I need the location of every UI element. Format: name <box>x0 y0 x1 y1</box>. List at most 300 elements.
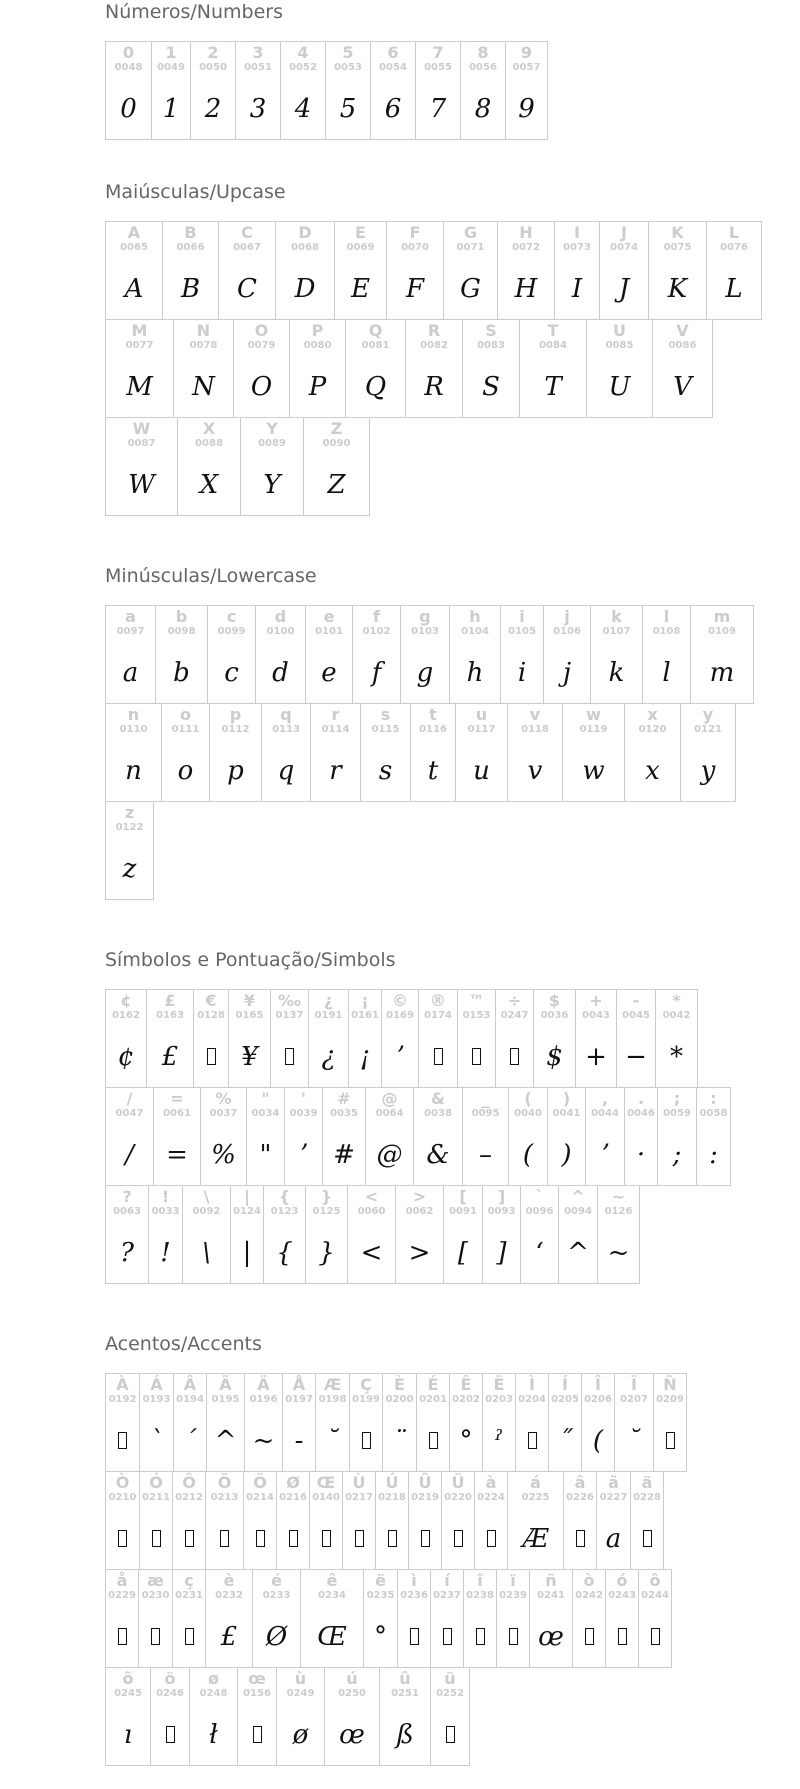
character-label: î <box>477 1571 483 1590</box>
character-code: 0043 <box>582 1010 610 1021</box>
character-code: 0056 <box>469 62 497 73</box>
glyph-sample: S <box>482 371 500 402</box>
glyph-sample: - <box>294 1425 304 1456</box>
character-label: é <box>271 1571 282 1590</box>
character-label: x <box>647 705 658 724</box>
missing-glyph-icon <box>118 1602 127 1667</box>
glyph-cell <box>236 41 281 140</box>
character-label: } <box>320 1187 333 1206</box>
character-label: ô <box>649 1571 661 1590</box>
glyph-sample: ˘ <box>627 1425 641 1456</box>
glyph-cell <box>498 221 555 320</box>
character-code: 0105 <box>508 626 536 637</box>
glyph-sample: * <box>670 1041 683 1072</box>
character-code: 0083 <box>477 340 505 351</box>
character-code: 0250 <box>338 1688 366 1699</box>
glyph-row <box>105 221 762 320</box>
character-code: 0060 <box>357 1206 386 1217</box>
glyph-sample: ] <box>496 1237 507 1268</box>
character-label: ¡ <box>361 991 369 1010</box>
glyph-cell <box>335 221 387 320</box>
glyph-sample: 8 <box>474 93 492 124</box>
character-label: Ù <box>352 1473 366 1492</box>
glyph-sample: · <box>636 1139 646 1170</box>
character-code: 0096 <box>525 1206 554 1217</box>
section-title: Minúsculas/Lowercase <box>105 565 317 587</box>
character-label: # <box>337 1089 351 1108</box>
glyph-sample: W <box>128 469 155 500</box>
glyph-sample: ¥ <box>241 1041 258 1072</box>
character-label: ( <box>524 1089 532 1108</box>
glyph-cell <box>586 1087 625 1186</box>
character-code: 0100 <box>266 626 295 637</box>
character-code: 0041 <box>552 1108 581 1119</box>
character-label: Ö <box>253 1473 267 1492</box>
character-label: ä <box>641 1473 653 1492</box>
glyph-sample: s <box>378 755 393 786</box>
character-label: R <box>427 321 441 340</box>
character-code: 0038 <box>424 1108 452 1119</box>
missing-glyph-icon <box>666 1406 675 1471</box>
glyph-cell <box>582 1373 615 1472</box>
character-code: 0107 <box>602 626 631 637</box>
glyph-cell <box>444 1185 483 1284</box>
character-code: 0194 <box>176 1394 204 1405</box>
glyph-cell <box>458 989 496 1088</box>
missing-glyph-icon <box>388 1504 397 1569</box>
character-label: K <box>671 223 684 242</box>
character-code: 0199 <box>352 1394 380 1405</box>
character-code: 0247 <box>500 1010 529 1021</box>
glyph-cell <box>173 1569 206 1668</box>
section-title: Acentos/Accents <box>105 1333 262 1355</box>
character-code: 0206 <box>584 1394 612 1405</box>
glyph-cell <box>417 1373 450 1472</box>
glyph-cell <box>271 989 309 1088</box>
glyph-sample: y <box>700 755 716 786</box>
glyph-sample: 1 <box>162 93 180 124</box>
glyph-cell <box>310 1471 343 1570</box>
glyph-cell <box>625 1087 658 1186</box>
character-label: Í <box>562 1375 568 1394</box>
glyph-cell <box>219 221 276 320</box>
character-code: 0232 <box>215 1590 243 1601</box>
character-label: À <box>116 1375 129 1394</box>
missing-glyph-icon <box>322 1504 331 1569</box>
character-code: 0058 <box>699 1108 728 1119</box>
glyph-sample: ( <box>592 1425 604 1456</box>
glyph-cell <box>151 1667 190 1766</box>
glyph-cell <box>563 703 625 802</box>
character-label: Ü <box>451 1473 465 1492</box>
character-label: Ñ <box>663 1375 677 1394</box>
glyph-sample: B <box>180 273 201 304</box>
character-code: 0064 <box>375 1108 404 1119</box>
glyph-cell <box>152 41 191 140</box>
character-code: 0036 <box>540 1010 569 1021</box>
character-label: ï <box>510 1571 516 1590</box>
glyph-cell <box>207 1373 245 1472</box>
character-label: D <box>298 223 312 242</box>
missing-glyph-icon <box>643 1504 652 1569</box>
character-code: 0045 <box>622 1010 650 1021</box>
character-code: 0200 <box>385 1394 414 1405</box>
character-code: 0081 <box>361 340 390 351</box>
glyph-cell <box>516 1373 549 1472</box>
glyph-cell <box>371 41 416 140</box>
glyph-sample: 2 <box>204 93 222 124</box>
character-label: O <box>254 321 269 340</box>
character-label: h <box>469 607 481 626</box>
glyph-cell <box>201 1087 247 1186</box>
character-label: ì <box>411 1571 417 1590</box>
glyph-sample: £ <box>220 1621 238 1652</box>
glyph-cell <box>229 989 271 1088</box>
section-lowercase <box>105 564 736 884</box>
glyph-cell <box>106 1667 151 1766</box>
character-label: $ <box>548 991 561 1010</box>
glyph-cell <box>154 1087 201 1186</box>
glyph-cell <box>106 1471 140 1570</box>
glyph-sample: Œ <box>317 1621 347 1652</box>
character-code: 0079 <box>247 340 276 351</box>
character-code: 0109 <box>708 626 736 637</box>
glyph-sample: ł <box>209 1719 218 1750</box>
character-label: Å <box>292 1375 306 1394</box>
glyph-cell <box>256 605 306 704</box>
character-label: Ä <box>257 1375 270 1394</box>
glyph-cell <box>106 1087 154 1186</box>
character-label: ã <box>608 1473 619 1492</box>
glyph-cell <box>521 1185 559 1284</box>
missing-glyph-icon <box>289 1504 298 1569</box>
character-label: Ã <box>219 1375 232 1394</box>
character-label: œ <box>248 1669 266 1688</box>
character-label: 3 <box>252 43 264 62</box>
glyph-cell <box>406 319 463 418</box>
character-code: 0227 <box>599 1492 628 1503</box>
character-label: E <box>355 223 366 242</box>
glyph-cell <box>411 703 456 802</box>
character-code: 0216 <box>279 1492 307 1503</box>
character-label: V <box>676 321 689 340</box>
glyph-cell <box>149 1185 183 1284</box>
glyph-sample: 4 <box>294 93 312 124</box>
character-label: ] <box>497 1187 506 1206</box>
glyph-sample: r <box>329 755 342 786</box>
character-code: 0245 <box>114 1688 142 1699</box>
character-code: 0124 <box>233 1206 261 1217</box>
character-code: 0243 <box>608 1590 636 1601</box>
character-label: ; <box>673 1089 681 1108</box>
character-label: É <box>427 1375 439 1394</box>
glyph-sample: % <box>211 1139 236 1170</box>
glyph-cell <box>106 703 162 802</box>
glyph-cell <box>106 605 156 704</box>
glyph-row <box>105 41 548 140</box>
character-label: m <box>713 607 731 626</box>
character-label: T <box>547 321 559 340</box>
character-code: 0228 <box>633 1492 661 1503</box>
glyph-row <box>105 1087 731 1186</box>
glyph-cell <box>301 1569 364 1668</box>
character-code: 0099 <box>217 626 246 637</box>
character-code: 0115 <box>371 724 400 735</box>
character-label: - <box>632 991 640 1010</box>
character-code: 0162 <box>112 1010 140 1021</box>
glyph-cell <box>549 1373 582 1472</box>
character-label: g <box>419 607 431 626</box>
missing-glyph-icon <box>421 1504 430 1569</box>
glyph-cell <box>206 1569 253 1668</box>
character-code: 0209 <box>656 1394 684 1405</box>
character-code: 0226 <box>566 1492 594 1503</box>
glyph-sample: − <box>625 1041 647 1072</box>
glyph-cell <box>617 989 656 1088</box>
character-code: 0092 <box>192 1206 221 1217</box>
glyph-sample: L <box>725 273 743 304</box>
character-label: 4 <box>297 43 309 62</box>
glyph-cell <box>173 1471 206 1570</box>
character-label: + <box>589 991 603 1010</box>
character-label: r <box>331 705 340 724</box>
character-code: 0034 <box>251 1108 280 1119</box>
character-code: 0084 <box>539 340 567 351</box>
missing-glyph-icon <box>528 1406 537 1471</box>
character-label: I <box>574 223 580 242</box>
character-label: | <box>244 1187 250 1206</box>
glyph-cell <box>416 41 461 140</box>
character-code: 0165 <box>235 1010 264 1021</box>
glyph-cell <box>508 1471 564 1570</box>
glyph-cell <box>483 1185 521 1284</box>
glyph-cell <box>649 221 707 320</box>
character-label: A <box>127 223 141 242</box>
character-label: ~ <box>611 1187 626 1206</box>
glyph-row <box>105 319 762 418</box>
character-code: 0169 <box>386 1010 414 1021</box>
glyph-sample: e <box>321 657 337 688</box>
glyph-sample: Q <box>364 371 387 402</box>
character-code: 0103 <box>411 626 439 637</box>
character-label: 1 <box>165 43 177 62</box>
character-code: 0241 <box>537 1590 565 1601</box>
character-code: 0044 <box>591 1108 619 1119</box>
glyph-sample: / <box>125 1139 134 1170</box>
glyph-cell <box>464 1569 497 1668</box>
glyph-cell <box>631 1471 664 1570</box>
character-label: p <box>229 705 242 724</box>
character-code: 0198 <box>318 1394 347 1405</box>
glyph-sample: + <box>585 1041 607 1072</box>
character-code: 0123 <box>270 1206 299 1217</box>
glyph-sample: d <box>272 657 289 688</box>
glyph-sample: a <box>122 657 139 688</box>
character-label: Ô <box>182 1473 196 1492</box>
character-code: 0090 <box>322 438 351 449</box>
character-code: 0069 <box>346 242 375 253</box>
glyph-cell <box>654 1373 687 1472</box>
glyph-cell <box>431 1569 464 1668</box>
character-label: õ <box>122 1669 134 1688</box>
character-label: ™ <box>468 991 485 1010</box>
character-label: á <box>530 1473 541 1492</box>
glyph-cell <box>606 1569 639 1668</box>
glyph-cell <box>497 1569 530 1668</box>
glyph-cell <box>183 1185 231 1284</box>
character-code: 0244 <box>641 1590 669 1601</box>
character-code: 0078 <box>189 340 218 351</box>
missing-glyph-icon <box>618 1602 627 1667</box>
glyph-sample: z <box>122 853 137 884</box>
missing-glyph-icon <box>487 1504 496 1569</box>
glyph-cell <box>174 319 234 418</box>
glyph-cell <box>456 703 508 802</box>
character-label: ñ <box>545 1571 557 1590</box>
glyph-row <box>105 703 754 802</box>
missing-glyph-icon <box>472 1022 481 1087</box>
character-code: 0219 <box>411 1492 439 1503</box>
missing-glyph-icon <box>166 1700 175 1765</box>
glyph-cell <box>210 703 262 802</box>
character-code: 0137 <box>275 1010 304 1021</box>
character-label: [ <box>459 1187 467 1206</box>
glyph-cell <box>576 989 617 1088</box>
glyph-sample: = <box>166 1139 188 1170</box>
character-code: 0077 <box>125 340 154 351</box>
glyph-sample: | <box>242 1237 252 1268</box>
glyph-cell <box>419 989 458 1088</box>
glyph-cell <box>380 1667 431 1766</box>
glyph-cell <box>316 1373 350 1472</box>
character-code: 0210 <box>108 1492 137 1503</box>
character-code: 0246 <box>156 1688 184 1699</box>
glyph-cell <box>283 1373 316 1472</box>
glyph-cell <box>382 989 419 1088</box>
character-label: y <box>702 705 714 724</box>
character-label: w <box>586 705 601 724</box>
character-label: ¥ <box>243 991 256 1010</box>
glyph-sample: 7 <box>429 93 447 124</box>
character-label: Ú <box>385 1473 399 1492</box>
character-code: 0225 <box>521 1492 550 1503</box>
glyph-sample: w <box>582 755 605 786</box>
missing-glyph-icon <box>118 1504 127 1569</box>
character-code: 0062 <box>405 1206 434 1217</box>
glyph-cell <box>245 1373 283 1472</box>
glyph-cell <box>681 703 736 802</box>
glyph-sample: U <box>608 371 631 402</box>
character-label: u <box>475 705 488 724</box>
character-code: 0046 <box>627 1108 655 1119</box>
missing-glyph-icon <box>207 1022 216 1087</box>
glyph-cell <box>564 1471 597 1570</box>
missing-glyph-icon <box>454 1504 463 1569</box>
character-label: ? <box>122 1187 132 1206</box>
glyph-sample: R <box>424 371 444 402</box>
glyph-sample: " <box>259 1139 272 1170</box>
glyph-row <box>105 1667 687 1766</box>
character-code: 0076 <box>720 242 748 253</box>
glyph-cell <box>396 1185 444 1284</box>
glyph-cell <box>234 319 290 418</box>
character-code: 0203 <box>485 1394 513 1405</box>
glyph-cell <box>106 1185 149 1284</box>
character-code: 0231 <box>175 1590 203 1601</box>
glyph-sample: C <box>237 273 257 304</box>
glyph-cell <box>506 41 548 140</box>
glyph-cell <box>208 605 256 704</box>
glyph-sample: ^ <box>567 1237 589 1268</box>
glyph-grid <box>105 605 754 900</box>
missing-glyph-icon <box>256 1504 265 1569</box>
character-label: Á <box>150 1375 163 1394</box>
missing-glyph-icon <box>152 1504 161 1569</box>
missing-glyph-icon <box>576 1504 585 1569</box>
missing-glyph-icon <box>185 1504 194 1569</box>
glyph-cell <box>106 1569 139 1668</box>
character-label: d <box>274 607 287 626</box>
glyph-sample: > <box>408 1237 431 1268</box>
character-label: o <box>180 705 191 724</box>
glyph-sample: } <box>318 1237 335 1268</box>
character-label: i <box>519 607 525 626</box>
glyph-cell <box>311 703 361 802</box>
character-label: ' <box>301 1089 306 1108</box>
character-label: S <box>485 321 497 340</box>
character-label: B <box>184 223 197 242</box>
glyph-sample: Y <box>263 469 281 500</box>
character-code: 0213 <box>210 1492 239 1503</box>
character-label: H <box>519 223 533 242</box>
glyph-sample: ! <box>160 1237 171 1268</box>
character-code: 0037 <box>209 1108 238 1119</box>
glyph-sample: Z <box>327 469 346 500</box>
character-code: 0239 <box>499 1590 527 1601</box>
character-code: 0118 <box>521 724 549 735</box>
character-label: ® <box>430 991 446 1010</box>
character-label: 2 <box>207 43 219 62</box>
character-code: 0252 <box>436 1688 464 1699</box>
glyph-sample: V <box>673 371 692 402</box>
character-code: 0205 <box>551 1394 579 1405</box>
glyph-sample: O <box>250 371 273 402</box>
glyph-sample: œ <box>538 1621 564 1652</box>
glyph-sample: F <box>405 273 425 304</box>
character-code: 0106 <box>553 626 581 637</box>
glyph-grid <box>105 1373 687 1766</box>
character-code: 0049 <box>157 62 185 73</box>
character-label: < <box>364 1187 379 1206</box>
character-label: 8 <box>477 43 489 62</box>
glyph-row <box>105 417 762 516</box>
glyph-cell <box>156 605 208 704</box>
character-code: 0120 <box>638 724 667 735</box>
glyph-sample: p <box>227 755 244 786</box>
glyph-sample: ʼ <box>395 1041 405 1072</box>
glyph-sample: ı <box>123 1719 133 1750</box>
glyph-cell <box>461 41 506 140</box>
glyph-sample: I <box>571 273 583 304</box>
glyph-sample: 0 <box>120 93 137 124</box>
glyph-sample: < <box>360 1237 383 1268</box>
glyph-cell <box>281 41 326 140</box>
character-label: P <box>311 321 324 340</box>
glyph-cell <box>508 703 563 802</box>
glyph-cell <box>106 417 178 516</box>
character-code: 0093 <box>487 1206 516 1217</box>
glyph-cell <box>656 989 698 1088</box>
